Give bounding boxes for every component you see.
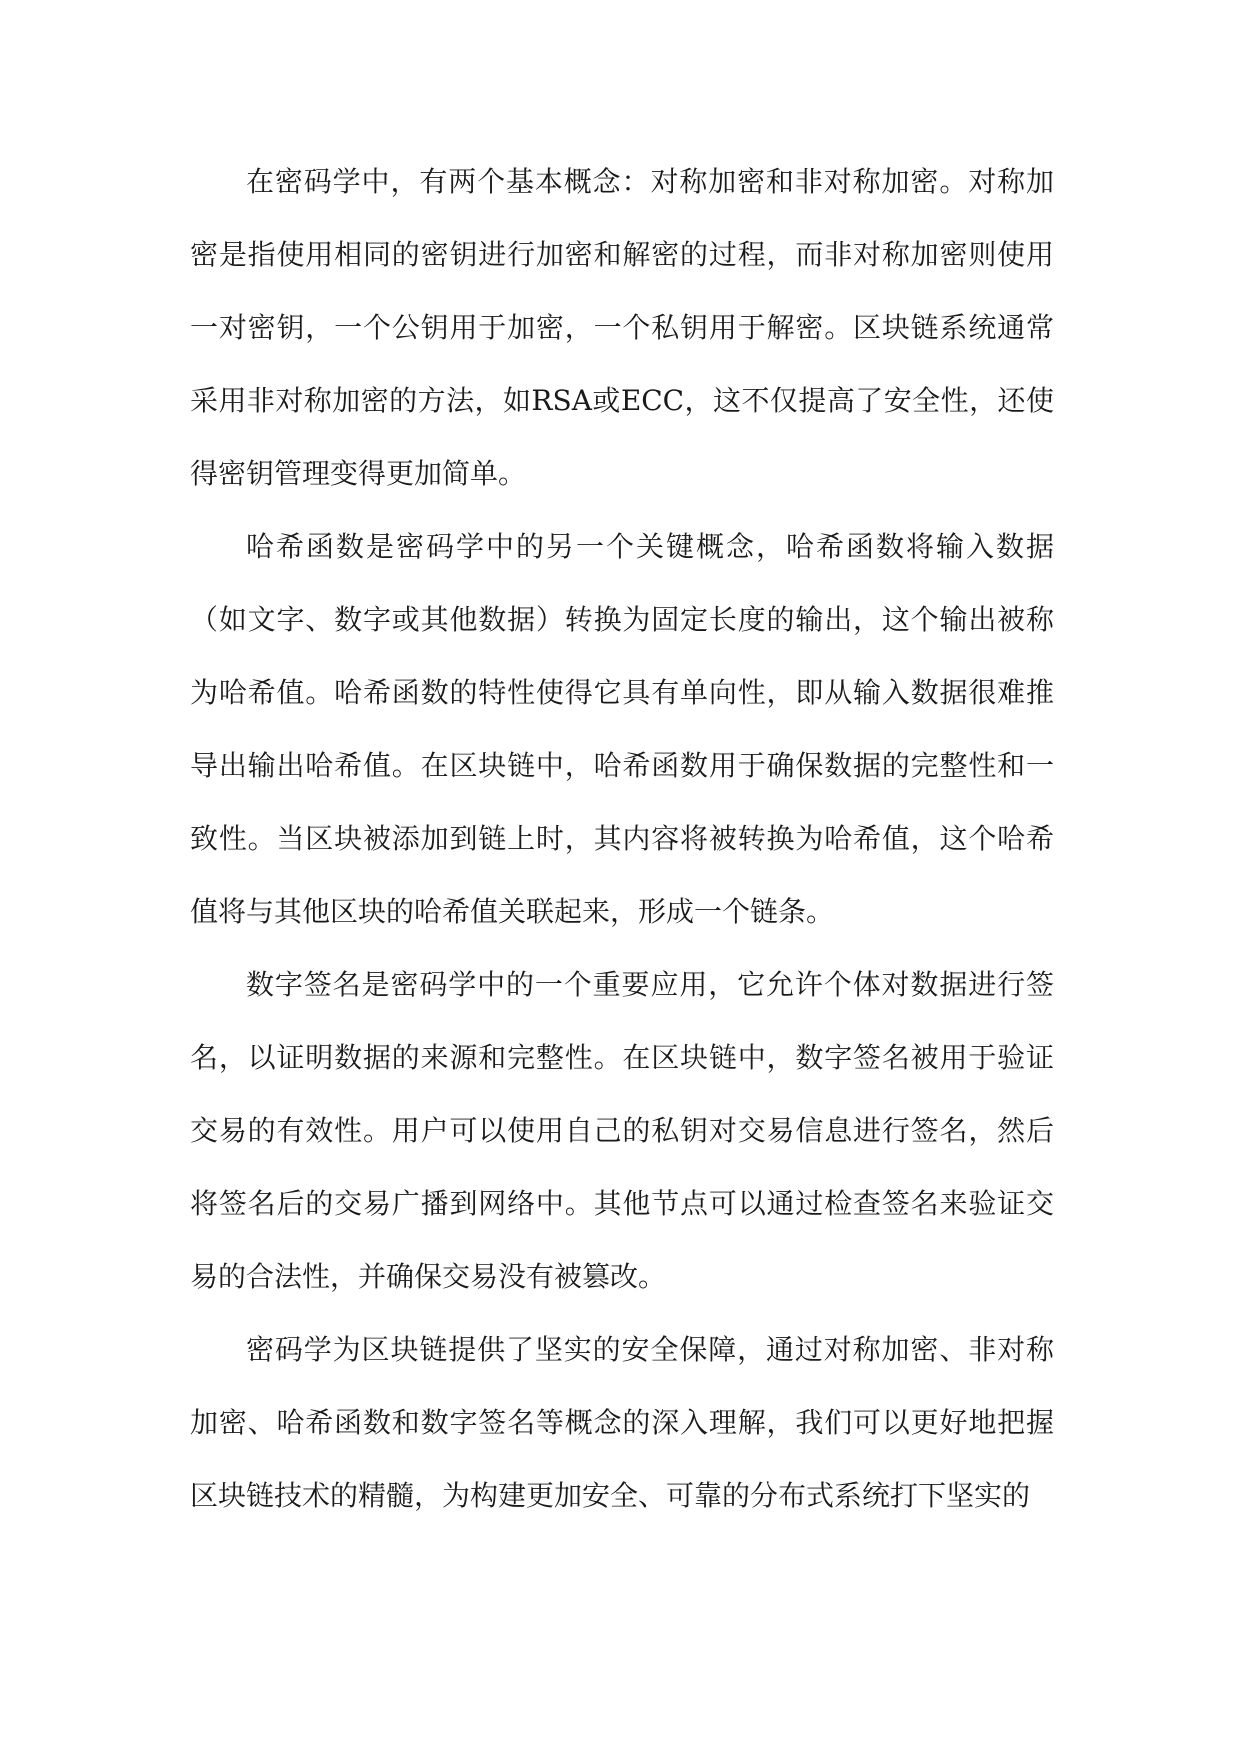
- paragraph-hash-function: 哈希函数是密码学中的另一个关键概念，哈希函数将输入数据（如文字、数字或其他数据）转换为固定长度的输出，这个输出被称为哈希值。哈希函数的特性使得它具有单向性，即从输入数据很难推导出输出哈希值。在区块链中，哈希函数用于确保数据的完整性和一致性。当区块被添加到链上时，其内容将被转换为哈希值，这个哈希值将与其他区块的哈希值关联起来，形成一个链条。: [190, 530, 1054, 928]
- paragraph-symmetric-encryption: 在密码学中，有两个基本概念：对称加密和非对称加密。对称加密是指使用相同的密钥进行加密和解密的过程，而非对称加密则使用一对密钥，一个公钥用于加密，一个私钥用于解密。区块链系统通常采用非对称加密的方法，如RSA或ECC，这不仅提高了安全性，还使得密钥管理变得更加简单。: [190, 165, 1054, 490]
- paragraph-digital-signature: 数字签名是密码学中的一个重要应用，它允许个体对数据进行签名，以证明数据的来源和完整性。在区块链中，数字签名被用于验证交易的有效性。用户可以使用自己的私钥对交易信息进行签名，然后将签名后的交易广播到网络中。其他节点可以通过检查签名来验证交易的合法性，并确保交易没有被篡改。: [190, 968, 1054, 1293]
- paragraph-conclusion: 密码学为区块链提供了坚实的安全保障，通过对称加密、非对称加密、哈希函数和数字签名等概念的深入理解，我们可以更好地把握区块链技术的精髓，为构建更加安全、可靠的分布式系统打下坚实的: [190, 1333, 1054, 1512]
- document-body: [190, 145, 1054, 1532]
